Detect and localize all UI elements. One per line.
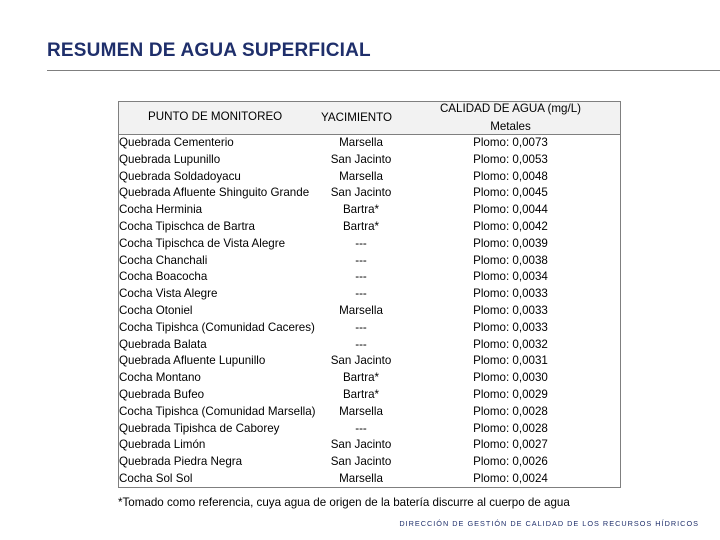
table-row [118,337,621,354]
monitoring-point-cell: Cocha Sol Sol [119,471,193,485]
table-row [118,169,621,186]
monitoring-point-cell: Cocha Tipischca de Bartra [119,219,255,233]
lead-concentration-cell: Plomo: 0,0029 [473,387,548,401]
table-row [118,152,621,169]
deposit-cell: San Jacinto [330,186,392,200]
monitoring-point-cell: Cocha Vista Alegre [119,287,218,301]
table-row [118,437,621,454]
table-row [118,185,621,202]
deposit-cell: Bartra* [342,387,380,401]
table-row [118,370,621,387]
monitoring-point-cell: Quebrada Afluente Shinguito Grande [119,186,310,200]
table-row [118,286,621,303]
table-row [118,404,621,421]
lead-concentration-cell: Plomo: 0,0033 [473,287,548,301]
header-quality: CALIDAD DE AGUA (mg/L) [439,102,582,115]
lead-concentration-cell: Plomo: 0,0027 [473,438,548,452]
header-metals: Metales [490,120,531,133]
lead-concentration-cell: Plomo: 0,0038 [473,253,548,267]
lead-concentration-cell: Plomo: 0,0033 [473,303,548,317]
table-row [118,421,621,438]
monitoring-point-cell: Quebrada Afluente Lupunillo [119,354,266,368]
table-row [118,236,621,253]
deposit-cell: San Jacinto [330,455,392,469]
deposit-cell: Marsella [339,169,383,183]
monitoring-point-cell: Cocha Montano [119,371,201,385]
table-row [118,135,621,152]
lead-concentration-cell: Plomo: 0,0039 [473,236,548,250]
lead-concentration-cell: Plomo: 0,0030 [473,371,548,385]
lead-concentration-cell: Plomo: 0,0042 [473,219,548,233]
table-row [118,269,621,286]
monitoring-point-cell: Cocha Otoniel [119,303,193,317]
page-title: RESUMEN DE AGUA SUPERFICIAL [47,40,371,61]
deposit-cell: Bartra* [342,219,380,233]
deposit-cell: --- [355,253,367,267]
deposit-cell: Marsella [339,471,383,485]
table-row [118,202,621,219]
monitoring-point-cell: Cocha Chanchali [119,253,208,267]
monitoring-point-cell: Quebrada Balata [119,337,207,351]
deposit-cell: Bartra* [342,371,380,385]
table-row [118,253,621,270]
lead-concentration-cell: Plomo: 0,0073 [473,136,548,149]
monitoring-point-cell: Cocha Boacocha [119,270,208,284]
lead-concentration-cell: Plomo: 0,0024 [473,471,548,485]
lead-concentration-cell: Plomo: 0,0033 [473,320,548,334]
monitoring-point-cell: Quebrada Lupunillo [119,152,221,166]
deposit-cell: --- [355,236,367,250]
monitoring-point-cell: Cocha Herminia [119,203,203,217]
monitoring-point-cell: Quebrada Piedra Negra [119,455,243,469]
lead-concentration-cell: Plomo: 0,0034 [473,270,548,284]
title-divider [47,70,720,71]
lead-concentration-cell: Plomo: 0,0031 [473,354,548,368]
table-row [118,471,621,488]
lead-concentration-cell: Plomo: 0,0028 [473,404,548,418]
monitoring-point-cell: Quebrada Bufeo [119,387,205,401]
table-row [118,320,621,337]
deposit-cell: Marsella [339,404,383,418]
deposit-cell: Marsella [339,136,383,149]
monitoring-point-cell: Cocha Tipishca (Comunidad Caceres) [119,320,315,334]
lead-concentration-cell: Plomo: 0,0032 [473,337,548,351]
monitoring-point-cell: Quebrada Cementerio [119,136,234,149]
monitoring-point-cell: Cocha Tipishca (Comunidad Marsella) [119,404,316,418]
deposit-cell: --- [355,421,367,435]
header-deposit: YACIMIENTO [321,111,393,124]
table-row [118,219,621,236]
table-row [118,454,621,471]
lead-concentration-cell: Plomo: 0,0044 [473,203,548,217]
table-row [118,303,621,320]
deposit-cell: --- [355,287,367,301]
monitoring-point-cell: Quebrada Limón [119,438,206,452]
lead-concentration-cell: Plomo: 0,0053 [473,152,548,166]
monitoring-point-cell: Cocha Tipischca de Vista Alegre [119,236,286,250]
table-row [118,387,621,404]
lead-concentration-cell: Plomo: 0,0026 [473,455,548,469]
deposit-cell: --- [355,270,367,284]
footer-organization: DIRECCIÓN DE GESTIÓN DE CALIDAD DE LOS RECURSOS HÍDRICOS [399,519,699,528]
deposit-cell: --- [355,320,367,334]
deposit-cell: San Jacinto [330,354,392,368]
footnote: *Tomado como referencia, cuya agua de origen de la batería discurre al cuerpo de agua [118,496,570,509]
deposit-cell: Marsella [339,303,383,317]
monitoring-point-cell: Quebrada Soldadoyacu [119,169,241,183]
lead-concentration-cell: Plomo: 0,0048 [473,169,548,183]
table-body [118,135,621,488]
lead-concentration-cell: Plomo: 0,0045 [473,186,548,200]
table-row [118,353,621,370]
header-site: PUNTO DE MONITOREO [148,110,283,123]
lead-concentration-cell: Plomo: 0,0028 [473,421,548,435]
deposit-cell: San Jacinto [330,152,392,166]
water-quality-table [118,100,621,488]
deposit-cell: San Jacinto [330,438,392,452]
deposit-cell: --- [355,337,367,351]
monitoring-point-cell: Quebrada Tipishca de Caborey [119,421,280,435]
deposit-cell: Bartra* [342,203,380,217]
